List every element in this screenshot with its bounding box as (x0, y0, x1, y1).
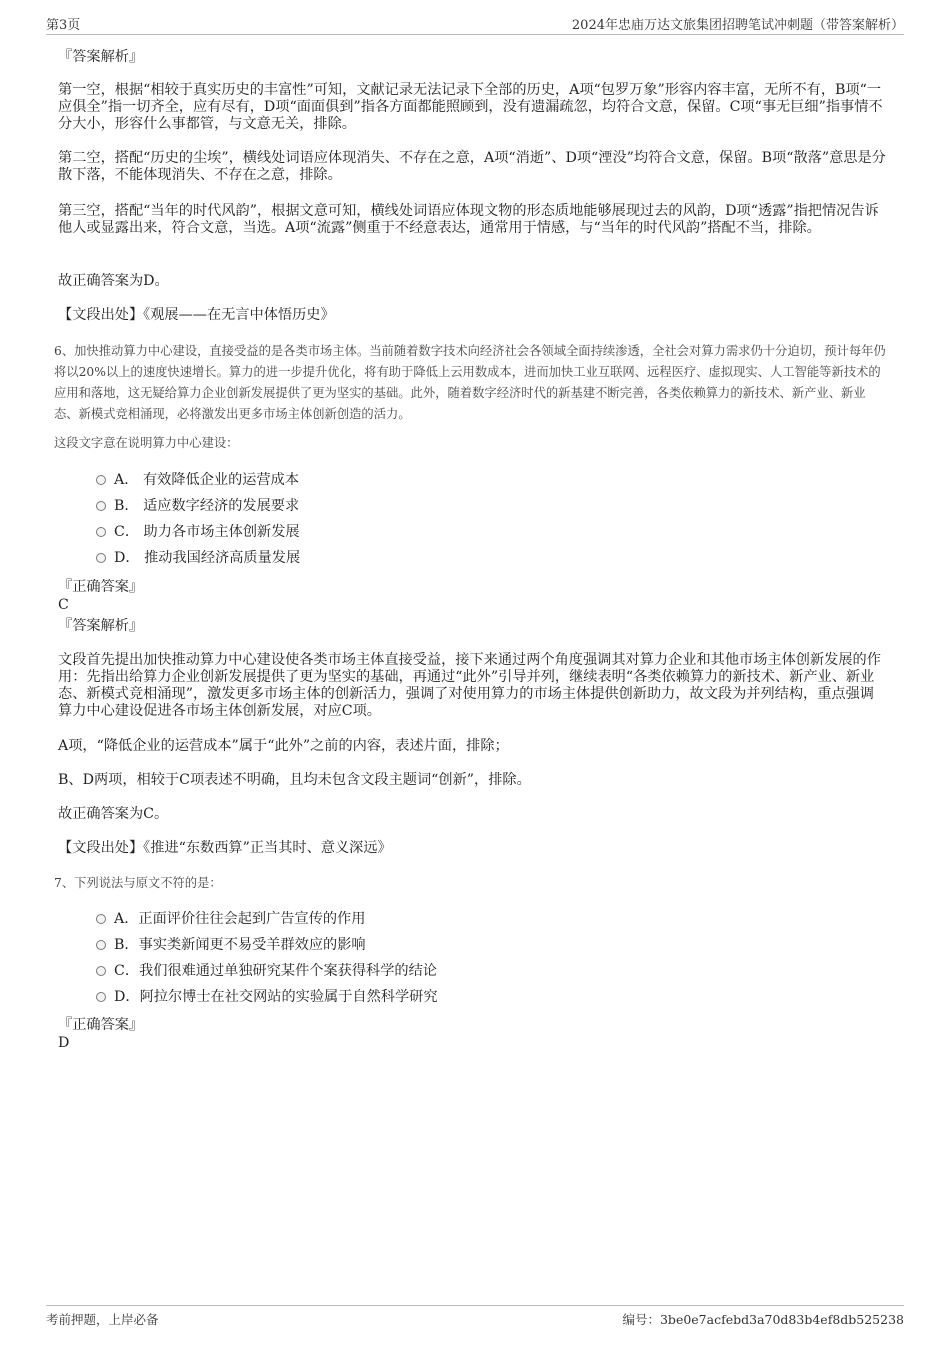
page-footer (46, 1305, 904, 1328)
q5-conclusion: 故正确答案为D。 (58, 273, 169, 289)
radio-icon[interactable] (96, 527, 106, 537)
radio-icon[interactable] (96, 475, 106, 485)
radio-icon[interactable] (96, 553, 106, 563)
document-title: 2024年忠庙万达文旅集团招聘笔试冲刺题（带答案解析） (571, 18, 904, 33)
q6-option-b[interactable]: B． 适应数字经济的发展要求 (96, 497, 299, 515)
q7-correct-label: 『正确答案』 (58, 1017, 144, 1033)
q6-analysis-p2: A项，“降低企业的运营成本”属于“此外”之前的内容，表述片面，排除； (58, 738, 509, 754)
q6-analysis-p3: B、D两项，相较于C项表述不明确，且均未包含文段主题词“创新”，排除。 (58, 772, 531, 788)
radio-icon[interactable] (96, 501, 106, 511)
q6-option-d[interactable]: D． 推动我国经济高质量发展 (96, 549, 300, 567)
radio-icon[interactable] (96, 940, 106, 950)
q7-option-d[interactable]: D．阿拉尔博士在社交网站的实验属于自然科学研究 (96, 988, 438, 1006)
q7-option-c[interactable]: C．我们很难通过单独研究某件个案获得科学的结论 (96, 962, 437, 980)
radio-icon[interactable] (96, 966, 106, 976)
q6-stem: 6、加快推动算力中心建设，直接受益的是各类市场主体。当前随着数字技术向经济社会各领域全面持续渗透，全社会对算力需求仍十分迫切，预计每年仍将以20%以上的速度快速增长。算力的进一步提升优化，将有助于降低上云用数成本，进而加快工业互联网、远程医疗、虚拟现实、人工智能等新技术的应用和落地，这无疑给算力企业创新发展提供了更为坚实的基础。此外，随着数字经济时代的新基建不断完善，各类依赖算力的新技术、新产业、新业态、新模式竞相涌现，必将激发出更多市场主体创新创造的活力。 (54, 344, 886, 421)
radio-icon[interactable] (96, 914, 106, 924)
radio-icon[interactable] (96, 992, 106, 1002)
q5-analysis-p2: 第二空，搭配“历史的尘埃”，横线处词语应体现消失、不存在之意，A项“消逝”、D项“湮没”均符合文意，保留。B项“散落”意思是分散下落，不能体现消失、不存在之意，排除。 (58, 150, 886, 183)
q6-source: 【文段出处】《推进“东数西算”正当其时、意义深远》 (58, 840, 392, 856)
q6-option-a[interactable]: A． 有效降低企业的运营成本 (96, 471, 299, 489)
q6-option-c[interactable]: C． 助力各市场主体创新发展 (96, 523, 300, 541)
page-header (46, 14, 904, 35)
q7-stem: 7、下列说法与原文不符的是： (54, 876, 222, 890)
footer-slogan: 考前押题，上岸必备 (46, 1312, 159, 1327)
document-code: 编号：3be0e7acfebd3a70d83b4ef8db525238 (622, 1312, 904, 1327)
q7-option-b[interactable]: B．事实类新闻更不易受羊群效应的影响 (96, 936, 366, 954)
page-number: 第3页 (46, 18, 81, 33)
q6-question: 这段文字意在说明算力中心建设： (54, 436, 239, 450)
q6-correct-answer: C (58, 597, 69, 613)
q6-correct-label: 『正确答案』 (58, 579, 144, 595)
q5-analysis-p1: 第一空，根据“相较于真实历史的丰富性”可知，文献记录无法记录下全部的历史，A项“包罗万象”形容内容丰富，无所不有，B项“一应俱全”指一切齐全，应有尽有，D项“面面俱到”指各方面都能照顾到，没有遗漏疏忽，均符合文意，保留。C项“事无巨细”指事情不分大小，形容什么事都管，与文意无关，排除。 (58, 82, 883, 132)
q6-analysis-label: 『答案解析』 (58, 618, 144, 634)
q5-analysis-p3: 第三空，搭配“当年的时代风韵”，根据文意可知，横线处词语应体现文物的形态质地能够展现过去的风韵，D项“透露”指把情况告诉他人或显露出来，符合文意，当选。A项“流露”侧重于不经意表达，通常用于情感，与“当年的时代风韵”搭配不当，排除。 (58, 203, 879, 236)
q7-correct-answer: D (58, 1035, 70, 1051)
q6-analysis-p1: 文段首先提出加快推动算力中心建设使各类市场主体直接受益，接下来通过两个角度强调其对算力企业和其他市场主体创新发展的作用：先指出给算力企业创新发展提供了更为坚实的基础，再通过“此外”引导并列，继续表明“各类依赖算力的新技术、新产业、新业态、新模式竞相涌现”，激发更多市场主体的创新活力，强调了对使用算力的市场主体提供创新助力，故文段为并列结构，重点强调算力中心建设促进各市场主体创新发展，对应C项。 (58, 652, 881, 719)
q7-option-a[interactable]: A．正面评价往往会起到广告宣传的作用 (96, 910, 365, 928)
q6-conclusion: 故正确答案为C。 (58, 806, 169, 822)
q5-analysis-label: 『答案解析』 (58, 49, 144, 65)
q5-source: 【文段出处】《观展——在无言中体悟历史》 (58, 307, 335, 323)
